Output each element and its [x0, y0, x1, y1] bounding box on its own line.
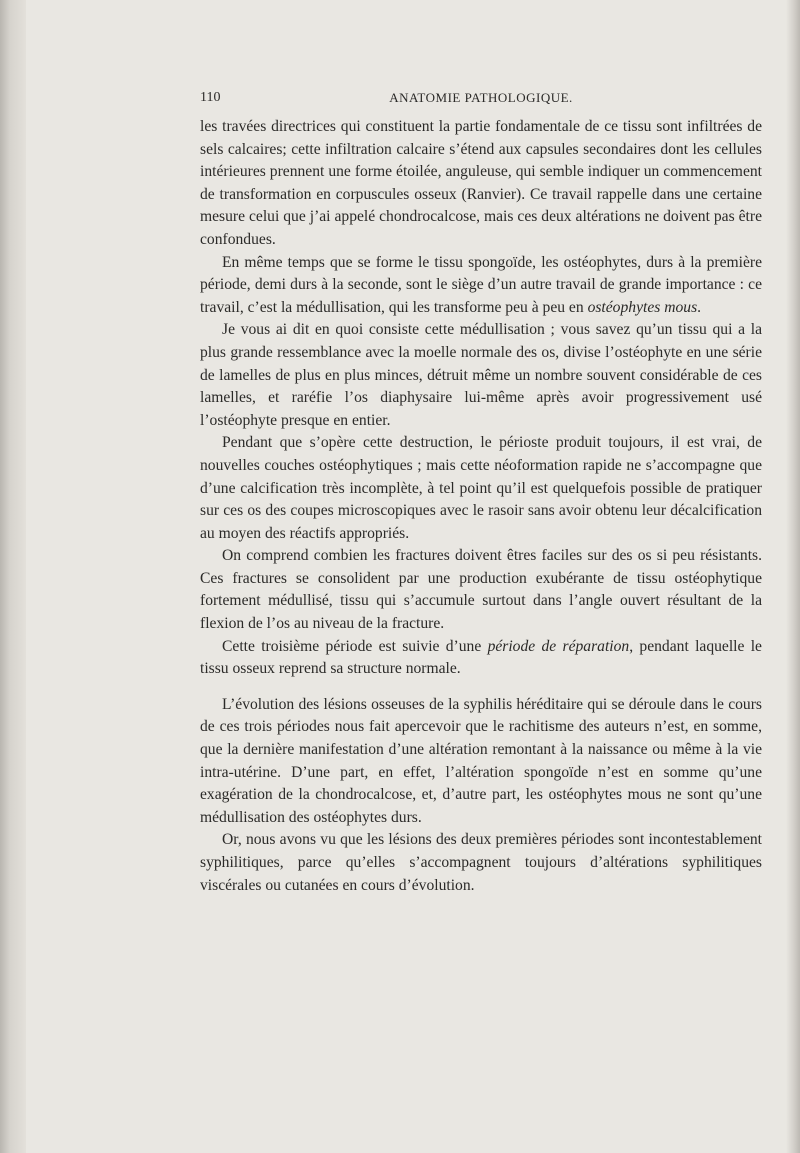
paragraph-3: Je vous ai dit en quoi consiste cette médullisation ; vous savez qu’un tissu qui a la plus grande ressemblance avec la moelle normale des os, divise l’ostéophyte en une série de lamelles de plus en plus minces, détruit même un nombre souvent considérable de ces lamelles, et raréfie l’os diaphysaire lui-même après avoir progressivement usé l’ostéophyte presque en entier.: [200, 321, 762, 429]
book-page: [200, 90, 762, 897]
paragraph-5: On comprend combien les fractures doivent êtres faciles sur des os si peu résistants. Ces fractures se consolident par une production exubérante de tissu ostéophytique fortement médullisé, tissu qui s’accumule surtout dans l’angle ouvert résultant de la flexion de l’os au niveau de la fracture.: [200, 547, 762, 633]
page-header: [200, 90, 762, 110]
page-number: 110: [200, 90, 221, 105]
paragraph-6-text: Cette troisième période est suivie d’une: [222, 637, 488, 655]
scan-shadow-right: [786, 0, 800, 1153]
scan-shadow-left: [0, 0, 26, 1153]
running-title: ANATOMIE PATHOLOGIQUE.: [389, 90, 573, 105]
paragraph-6-emphasis: période de réparation: [487, 637, 630, 655]
paragraph-6-text-end: , pendant laquelle le tissu osseux reprend sa structure normale.: [200, 637, 762, 678]
paragraph-4: Pendant que s’opère cette destruction, le périoste produit toujours, il est vrai, de nouvelles couches ostéophytiques ; mais cette néoformation rapide ne s’accompagne que d’une calcification très incomplète, à tel point qu’il est quelquefois possible de pratiquer sur ces os des coupes microscopiques avec le rasoir sans avoir obtenu leur décalcification au moyen des réactifs appropriés.: [200, 434, 762, 542]
paragraph-6: [200, 636, 762, 681]
paragraph-1: les travées directrices qui constituent la partie fondamentale de ce tissu sont infiltrées de sels calcaires; cette infiltration calcaire s’étend aux capsules secondaires dont les cellules intérieures prennent une forme étoilée, anguleuse, qui semble indiquer un commencement de transformation en corpuscules osseux (Ranvier). Ce travail rappelle dans une certaine mesure celui que j’ai appelé chondrocalcose, mais ces deux altérations ne doivent pas être confondues.: [200, 118, 762, 248]
paragraph-2-text: En même temps que se forme le tissu spongoïde, les ostéophytes, durs à la première période, demi durs à la seconde, sont le siège d’un autre travail de grande importance : ce travail, c’est la médullisation, qui les transforme peu à peu en: [200, 253, 762, 316]
body-text: [200, 116, 762, 897]
paragraph-2-emphasis: ostéophytes mous: [587, 298, 698, 316]
paragraph-8: Or, nous avons vu que les lésions des deux premières périodes sont incontestablement syphilitiques, parce qu’elles s’accompagnent toujours d’altérations syphilitiques viscérales ou cutanées en cours d’évolution.: [200, 831, 762, 894]
paragraph-2: [200, 252, 762, 320]
paragraph-7: L’évolution des lésions osseuses de la syphilis héréditaire qui se déroule dans le cours de ces trois périodes nous fait apercevoir que le rachitisme des auteurs n’est, en somme, que la dernière manifestation d’une altération remontant à la naissance ou même à la vie intra-utérine. D’une part, en effet, l’altération spongoïde n’est en somme qu’une exagération de la chondrocalcose, et, d’autre part, les ostéophytes mous ne sont qu’une médullisation des ostéophytes durs.: [200, 695, 762, 826]
paragraph-2-text-end: .: [697, 298, 702, 316]
